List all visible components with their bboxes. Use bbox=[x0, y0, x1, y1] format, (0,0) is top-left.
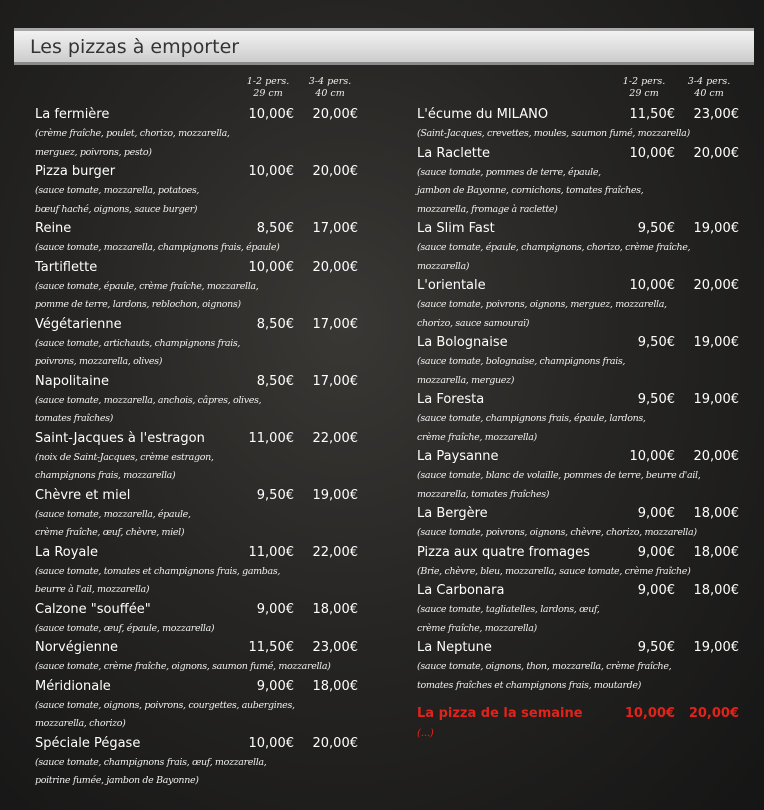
price-small: 9,00€ bbox=[256, 601, 294, 617]
size-large-header bbox=[679, 76, 739, 100]
ingredients-line: (sauce tomate, tomates et champignons frais, gambas, bbox=[35, 565, 281, 577]
pizza-item bbox=[417, 390, 739, 447]
ingredients-line: (sauce tomate, oignons, poivrons, courgettes, aubergines, bbox=[35, 699, 295, 711]
pizza-item bbox=[417, 581, 739, 638]
ingredients-line: (sauce tomate, crème fraîche, oignons, saumon fumé, mozzarella) bbox=[35, 661, 331, 672]
pizza-ingredients bbox=[417, 239, 739, 276]
pizza-item bbox=[35, 105, 360, 162]
size-small-diameter: 29 cm bbox=[629, 88, 659, 99]
price-small: 9,50€ bbox=[637, 392, 675, 407]
ingredients-line: (sauce tomate, épaule, champignons, chorizo, crème fraîche, bbox=[417, 242, 691, 253]
pizza-name: La Carbonara bbox=[417, 583, 505, 598]
pizza-item bbox=[417, 219, 739, 276]
pizza-row bbox=[35, 219, 360, 239]
ingredients-line: jambon de Bayonne, cornichons, tomates fraîches, bbox=[417, 185, 644, 196]
pizza-row bbox=[417, 581, 739, 601]
pizza-ingredients bbox=[35, 278, 360, 315]
pizza-row bbox=[35, 429, 360, 449]
pizza-name: Méridionale bbox=[35, 678, 111, 694]
size-large-persons: 3-4 pers. bbox=[308, 76, 352, 87]
ingredients-line: pomme de terre, lardons, reblochon, oignons) bbox=[35, 299, 241, 310]
pizza-ingredients bbox=[35, 620, 360, 639]
ingredients-line: (sauce tomate, pommes de terre, épaule, bbox=[417, 166, 601, 178]
size-large-header bbox=[300, 76, 360, 100]
pizza-ingredients bbox=[35, 449, 360, 486]
pizza-name: La fermière bbox=[35, 107, 110, 122]
pizza-name: Tartiflette bbox=[35, 259, 98, 275]
ingredients-line: (sauce tomate, mozzarella, épaule, bbox=[35, 508, 191, 520]
ingredients-line: (sauce tomate, champignons frais, œuf, mozzarella, bbox=[35, 756, 267, 768]
price-large: 20,00€ bbox=[688, 706, 739, 721]
price-small: 8,50€ bbox=[256, 316, 294, 332]
ingredients-line: (...) bbox=[417, 727, 434, 739]
pizza-row bbox=[35, 372, 360, 392]
pizza-ingredients bbox=[417, 724, 739, 743]
pizza-ingredients bbox=[417, 410, 739, 447]
price-small: 9,50€ bbox=[637, 221, 675, 236]
pizza-ingredients bbox=[35, 335, 360, 372]
pizza-row bbox=[35, 315, 360, 335]
pizza-item bbox=[417, 638, 739, 695]
pizza-item bbox=[35, 638, 360, 677]
price-small: 11,00€ bbox=[248, 544, 294, 560]
price-small: 9,00€ bbox=[637, 544, 675, 560]
pizza-name: La Foresta bbox=[417, 392, 485, 407]
price-small: 10,00€ bbox=[248, 164, 294, 179]
pizza-row bbox=[417, 144, 739, 164]
pizza-row bbox=[35, 638, 360, 658]
ingredients-line: champignons frais, mozzarella) bbox=[35, 470, 176, 481]
title-banner bbox=[14, 28, 754, 65]
pizza-ingredients bbox=[35, 658, 360, 677]
ingredients-line: (sauce tomate, mozzarella, champignons frais, épaule) bbox=[35, 242, 280, 253]
pizza-row bbox=[417, 638, 739, 658]
ingredients-line: crème fraîche, mozzarella) bbox=[417, 431, 537, 443]
pizza-item bbox=[417, 105, 739, 144]
size-small-header bbox=[614, 76, 674, 100]
price-small: 9,50€ bbox=[637, 335, 675, 350]
price-small: 10,00€ bbox=[624, 706, 675, 721]
price-large: 22,00€ bbox=[312, 430, 358, 446]
ingredients-line: (sauce tomate, blanc de volaille, pommes de terre, beurre d'ail, bbox=[417, 470, 701, 481]
pizza-ingredients bbox=[35, 125, 360, 162]
price-small: 10,00€ bbox=[629, 449, 675, 464]
price-large: 23,00€ bbox=[312, 640, 358, 655]
price-small: 10,00€ bbox=[248, 259, 294, 275]
price-small: 10,00€ bbox=[629, 278, 675, 293]
price-large: 19,00€ bbox=[693, 221, 739, 236]
pizza-item bbox=[35, 219, 360, 258]
pizza-name: Norvégienne bbox=[35, 640, 119, 655]
pizza-row bbox=[417, 543, 739, 563]
left-menu-column bbox=[35, 76, 360, 791]
pizza-name: Calzone "souffée" bbox=[35, 601, 151, 617]
pizza-item bbox=[417, 504, 739, 543]
price-small: 11,50€ bbox=[629, 107, 675, 122]
pizza-item bbox=[417, 333, 739, 390]
price-small: 8,50€ bbox=[256, 373, 294, 389]
ingredients-line: mozzarella) bbox=[417, 260, 470, 272]
price-large: 17,00€ bbox=[312, 221, 358, 236]
title-underline bbox=[14, 62, 754, 65]
price-small: 9,00€ bbox=[637, 583, 675, 598]
price-large: 20,00€ bbox=[693, 449, 739, 464]
pizza-row bbox=[417, 276, 739, 296]
pizza-name: La pizza de la semaine bbox=[417, 706, 583, 721]
price-small: 8,50€ bbox=[256, 221, 294, 236]
price-large: 18,00€ bbox=[693, 506, 739, 521]
pizza-name: Saint-Jacques à l'estragon bbox=[35, 430, 205, 446]
price-small: 10,00€ bbox=[248, 735, 294, 751]
pizza-row bbox=[35, 105, 360, 125]
pizza-row bbox=[35, 677, 360, 697]
pizza-ingredients bbox=[417, 164, 739, 220]
price-small: 9,00€ bbox=[637, 506, 675, 521]
price-small: 10,00€ bbox=[248, 107, 294, 122]
price-large: 17,00€ bbox=[312, 373, 358, 389]
pizza-name: L'orientale bbox=[417, 278, 486, 293]
pizza-name: Végétarienne bbox=[35, 316, 122, 332]
price-large: 19,00€ bbox=[693, 335, 739, 350]
price-large: 19,00€ bbox=[693, 640, 739, 655]
price-large: 18,00€ bbox=[312, 601, 358, 617]
ingredients-line: (sauce tomate, oignons, thon, mozzarella, crème fraîche, bbox=[417, 661, 672, 672]
size-header bbox=[417, 76, 739, 100]
price-large: 18,00€ bbox=[693, 544, 739, 560]
price-large: 19,00€ bbox=[693, 392, 739, 407]
pizza-name: La Paysanne bbox=[417, 449, 499, 464]
pizza-ingredients bbox=[35, 754, 360, 791]
pizza-name: La Neptune bbox=[417, 640, 492, 655]
size-large-diameter: 40 cm bbox=[694, 88, 724, 99]
price-large: 20,00€ bbox=[312, 107, 358, 122]
price-small: 9,50€ bbox=[256, 487, 294, 503]
price-small: 11,00€ bbox=[248, 430, 294, 446]
pizza-ingredients bbox=[35, 239, 360, 258]
pizza-ingredients bbox=[417, 353, 739, 390]
pizza-name: La Raclette bbox=[417, 145, 491, 161]
pizza-ingredients bbox=[35, 697, 360, 734]
pizza-ingredients bbox=[417, 601, 739, 638]
ingredients-line: (sauce tomate, œuf, épaule, mozzarella) bbox=[35, 622, 215, 634]
pizza-item bbox=[417, 543, 739, 582]
pizza-item bbox=[35, 734, 360, 791]
pizza-name: Chèvre et miel bbox=[35, 487, 131, 503]
price-small: 11,50€ bbox=[248, 640, 294, 655]
ingredients-line: (crème fraîche, poulet, chorizo, mozzarella, bbox=[35, 128, 230, 139]
ingredients-line: mozzarella, tomates fraîches) bbox=[417, 488, 550, 500]
pizza-ingredients bbox=[417, 467, 739, 504]
pizza-row bbox=[417, 504, 739, 524]
pizza-row bbox=[35, 162, 360, 182]
price-large: 22,00€ bbox=[312, 544, 358, 560]
ingredients-line: (sauce tomate, poivrons, oignons, merguez, mozzarella, bbox=[417, 299, 667, 310]
pizza-row bbox=[417, 219, 739, 239]
pizza-item bbox=[35, 677, 360, 734]
ingredients-line: mozzarella, fromage à raclette) bbox=[417, 203, 558, 215]
special-pizza-item bbox=[417, 704, 739, 743]
size-large-diameter: 40 cm bbox=[315, 88, 345, 99]
pizza-row bbox=[417, 390, 739, 410]
pizza-item bbox=[417, 447, 739, 504]
pizza-name: Reine bbox=[35, 221, 72, 236]
price-large: 20,00€ bbox=[312, 735, 358, 751]
pizza-item bbox=[35, 258, 360, 315]
price-large: 20,00€ bbox=[693, 145, 739, 161]
pizza-item bbox=[35, 543, 360, 600]
pizza-item bbox=[417, 276, 739, 333]
price-small: 9,00€ bbox=[256, 678, 294, 694]
pizza-name: La Bergère bbox=[417, 506, 488, 521]
size-large-persons: 3-4 pers. bbox=[687, 76, 731, 87]
pizza-row bbox=[35, 543, 360, 563]
pizza-row bbox=[35, 734, 360, 754]
page-title: Les pizzas à emporter bbox=[30, 36, 240, 58]
ingredients-line: beurre à l'ail, mozzarella) bbox=[35, 584, 150, 595]
pizza-row bbox=[35, 600, 360, 620]
price-large: 20,00€ bbox=[312, 259, 358, 275]
pizza-item bbox=[35, 315, 360, 372]
pizza-row bbox=[417, 333, 739, 353]
pizza-ingredients bbox=[417, 125, 739, 144]
size-small-diameter: 29 cm bbox=[253, 88, 283, 99]
ingredients-line: (sauce tomate, mozzarella, potatoes, bbox=[35, 185, 200, 196]
pizza-name: Pizza burger bbox=[35, 164, 116, 179]
ingredients-line: (sauce tomate, mozzarella, anchois, câpres, olives, bbox=[35, 394, 262, 406]
pizza-row bbox=[35, 258, 360, 278]
ingredients-line: (sauce tomate, bolognaise, champignons frais, bbox=[417, 356, 626, 367]
pizza-name: Pizza aux quatre fromages bbox=[417, 544, 590, 560]
ingredients-line: (Brie, chèvre, bleu, mozzarella, sauce tomate, crème fraîche) bbox=[417, 565, 691, 577]
ingredients-line: crème fraîche, mozzarella) bbox=[417, 622, 537, 634]
pizza-item bbox=[35, 372, 360, 429]
price-large: 17,00€ bbox=[312, 316, 358, 332]
pizza-name: Napolitaine bbox=[35, 373, 110, 389]
pizza-item bbox=[35, 429, 360, 486]
pizza-row bbox=[35, 486, 360, 506]
pizza-name: L'écume du MILANO bbox=[417, 107, 549, 122]
ingredients-line: poitrine fumée, jambon de Bayonne) bbox=[35, 775, 199, 786]
ingredients-line: (sauce tomate, artichauts, champignons frais, bbox=[35, 337, 241, 349]
size-header bbox=[35, 76, 360, 100]
pizza-ingredients bbox=[417, 524, 739, 543]
pizza-row bbox=[417, 704, 739, 724]
pizza-ingredients bbox=[417, 296, 739, 333]
pizza-row bbox=[417, 105, 739, 125]
right-menu-column bbox=[417, 76, 739, 743]
ingredients-line: poivrons, mozzarella, olives) bbox=[35, 356, 163, 367]
pizza-ingredients bbox=[35, 506, 360, 543]
pizza-item bbox=[35, 162, 360, 219]
ingredients-line: (sauce tomate, épaule, crème fraîche, mozzarella, bbox=[35, 280, 259, 292]
price-large: 19,00€ bbox=[312, 487, 358, 503]
ingredients-line: mozzarella, merguez) bbox=[417, 374, 515, 386]
pizza-ingredients bbox=[35, 392, 360, 429]
price-large: 20,00€ bbox=[693, 278, 739, 293]
size-small-persons: 1-2 pers. bbox=[622, 76, 666, 87]
ingredients-line: chorizo, sauce samouraï) bbox=[417, 317, 530, 329]
price-small: 10,00€ bbox=[629, 145, 675, 161]
pizza-ingredients bbox=[35, 182, 360, 219]
pizza-name: Spéciale Pégase bbox=[35, 735, 141, 751]
ingredients-line: (Saint-Jacques, crevettes, moules, saumon fumé, mozzarella) bbox=[417, 128, 690, 139]
price-small: 9,50€ bbox=[637, 640, 675, 655]
ingredients-line: bœuf haché, oignons, sauce burger) bbox=[35, 203, 198, 215]
price-large: 23,00€ bbox=[693, 107, 739, 122]
pizza-ingredients bbox=[35, 563, 360, 600]
size-small-header bbox=[238, 76, 298, 100]
pizza-name: La Bolognaise bbox=[417, 335, 508, 350]
ingredients-line: (noix de Saint-Jacques, crème estragon, bbox=[35, 451, 214, 463]
ingredients-line: tomates fraîches) bbox=[35, 413, 113, 424]
ingredients-line: crème fraîche, œuf, chèvre, miel) bbox=[35, 527, 185, 538]
ingredients-line: mozzarella, chorizo) bbox=[35, 718, 126, 729]
ingredients-line: (sauce tomate, champignons frais, épaule, lardons, bbox=[417, 413, 646, 424]
ingredients-line: (sauce tomate, poivrons, oignons, chèvre, chorizo, mozzarella) bbox=[417, 527, 697, 538]
price-large: 18,00€ bbox=[312, 678, 358, 694]
pizza-name: La Royale bbox=[35, 544, 99, 560]
pizza-row bbox=[417, 447, 739, 467]
pizza-ingredients bbox=[417, 658, 739, 695]
ingredients-line: tomates fraîches et champignons frais, moutarde) bbox=[417, 679, 642, 691]
pizza-item bbox=[35, 486, 360, 543]
ingredients-line: merguez, poivrons, pesto) bbox=[35, 146, 152, 158]
price-large: 18,00€ bbox=[693, 583, 739, 598]
pizza-item bbox=[417, 144, 739, 220]
pizza-item bbox=[35, 600, 360, 639]
size-small-persons: 1-2 pers. bbox=[246, 76, 290, 87]
pizza-name: La Slim Fast bbox=[417, 221, 495, 236]
price-large: 20,00€ bbox=[312, 164, 358, 179]
pizza-ingredients bbox=[417, 563, 739, 582]
ingredients-line: (sauce tomate, tagliatelles, lardons, œuf, bbox=[417, 604, 600, 615]
